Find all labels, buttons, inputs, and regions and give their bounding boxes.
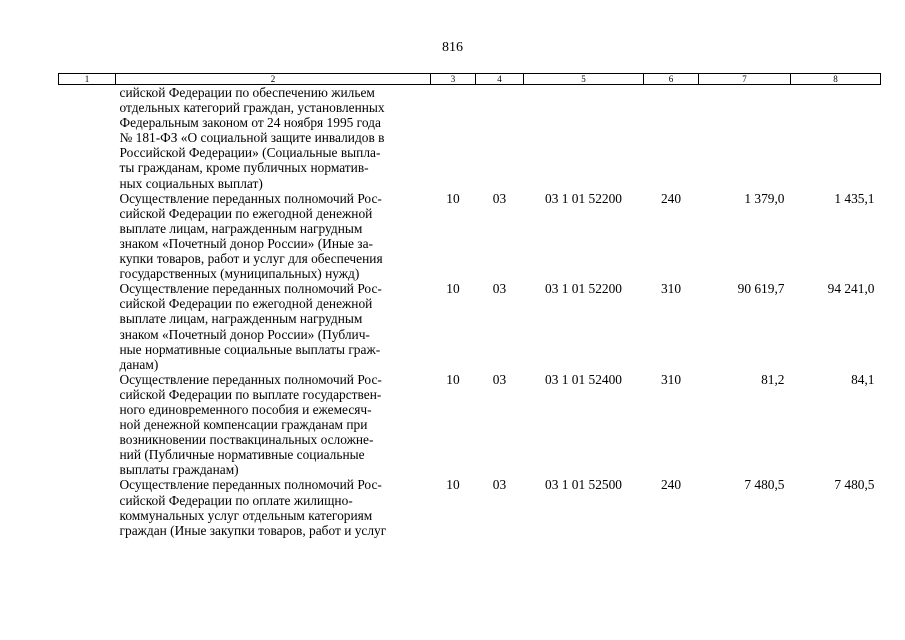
column-header: 7	[699, 74, 791, 85]
table-body	[59, 85, 881, 538]
name-line: выплате лицам, награжденным нагрудным	[119, 311, 363, 327]
column-number-header-row	[59, 74, 881, 85]
name-line: ний (Публичные нормативные социальные	[119, 447, 365, 463]
cell-name	[116, 372, 431, 478]
cell-expense-type: 310	[660, 281, 682, 297]
cell-section: 10	[446, 281, 460, 297]
name-line: возникновении поствакцинальных осложне-	[119, 432, 374, 448]
cell-col-1	[59, 191, 116, 282]
name-line: Осуществление переданных полномочий Рос-	[119, 281, 382, 297]
column-header: 6	[644, 74, 699, 85]
cell-subsection	[476, 85, 524, 191]
budget-table-container	[58, 73, 880, 538]
name-line: купки товаров, работ и услуг для обеспечения	[119, 251, 383, 267]
cell-col-1	[59, 372, 116, 478]
name-line: ных социальных выплат)	[119, 175, 263, 191]
cell-expense-type: 310	[660, 371, 682, 387]
cell-amount-year-1: 1 379,0	[744, 190, 785, 206]
cell-col-1	[59, 477, 116, 537]
name-line: сийской Федерации по ежегодной денежной	[119, 296, 373, 312]
cell-target-article: 03 1 01 52200	[545, 281, 622, 297]
column-header: 1	[59, 74, 116, 85]
page-number: 816	[442, 40, 463, 55]
cell-amount-year-1: 90 619,7	[737, 281, 785, 297]
name-line: Осуществление переданных полномочий Рос-	[119, 477, 382, 493]
table-row	[59, 281, 881, 372]
name-line: отдельных категорий граждан, установленных	[119, 100, 385, 116]
name-line: сийской Федерации по ежегодной денежной	[119, 205, 373, 221]
column-header: 3	[431, 74, 476, 85]
name-line: ные нормативные социальные выплаты граж-	[119, 341, 381, 357]
cell-section: 10	[446, 477, 460, 493]
cell-amount-year-2: 7 480,5	[834, 477, 875, 493]
name-line: выплате лицам, награжденным нагрудным	[119, 220, 363, 236]
budget-table	[58, 73, 881, 538]
name-line: Федеральным законом от 24 ноября 1995 года	[119, 115, 381, 131]
name-line: ного единовременного пособия и ежемесяч-	[119, 401, 372, 417]
cell-name	[116, 477, 431, 537]
column-header: 8	[791, 74, 881, 85]
cell-section: 10	[446, 190, 460, 206]
table-row	[59, 191, 881, 282]
cell-name	[116, 281, 431, 372]
cell-name	[116, 191, 431, 282]
cell-section	[431, 85, 476, 191]
name-line: знаком «Почетный донор России» (Публич-	[119, 326, 370, 342]
table-row	[59, 372, 881, 478]
name-line: граждан (Иные закупки товаров, работ и услуг	[119, 522, 387, 538]
column-header: 2	[116, 74, 431, 85]
cell-subsection: 03	[492, 190, 507, 206]
cell-subsection: 03	[492, 281, 507, 297]
name-line: № 181-ФЗ «О социальной защите инвалидов в	[119, 130, 385, 146]
cell-amount-year-2: 94 241,0	[827, 281, 875, 297]
name-line: ты гражданам, кроме публичных норматив-	[119, 160, 369, 176]
name-line: ной денежной компенсации гражданам при	[119, 417, 368, 433]
cell-col-1	[59, 281, 116, 372]
cell-amount-year-2: 84,1	[851, 371, 875, 387]
cell-target-article	[524, 85, 644, 191]
cell-amount-year-1	[699, 85, 791, 191]
name-line: выплаты гражданам)	[119, 462, 239, 478]
name-line: Осуществление переданных полномочий Рос-	[119, 371, 382, 387]
cell-amount-year-2	[791, 85, 881, 191]
cell-expense-type: 240	[660, 190, 682, 206]
name-line: сийской Федерации по обеспечению жильем	[119, 85, 375, 100]
cell-col-1	[59, 85, 116, 191]
cell-subsection: 03	[492, 477, 507, 493]
name-line: государственных (муниципальных) нужд)	[119, 266, 360, 282]
name-line: коммунальных услуг отдельным категориям	[119, 507, 373, 523]
name-line: Российской Федерации» (Социальные выпла-	[119, 145, 381, 161]
cell-expense-type: 240	[660, 477, 682, 493]
cell-expense-type	[644, 85, 699, 191]
cell-target-article: 03 1 01 52200	[545, 190, 622, 206]
column-header: 5	[524, 74, 644, 85]
table-row	[59, 85, 881, 191]
cell-target-article: 03 1 01 52400	[545, 371, 622, 387]
column-header: 4	[476, 74, 524, 85]
name-line: Осуществление переданных полномочий Рос-	[119, 190, 382, 206]
name-line: знаком «Почетный донор России» (Иные за-	[119, 235, 373, 251]
cell-target-article: 03 1 01 52500	[545, 477, 622, 493]
cell-amount-year-1: 7 480,5	[744, 477, 785, 493]
name-line: данам)	[119, 356, 159, 372]
cell-amount-year-2: 1 435,1	[834, 190, 875, 206]
cell-subsection: 03	[492, 371, 507, 387]
cell-section: 10	[446, 371, 460, 387]
table-row	[59, 477, 881, 537]
name-line: сийской Федерации по выплате государствен-	[119, 386, 382, 402]
name-line: сийской Федерации по оплате жилищно-	[119, 492, 353, 508]
cell-name	[116, 85, 431, 191]
cell-amount-year-1: 81,2	[761, 371, 785, 387]
